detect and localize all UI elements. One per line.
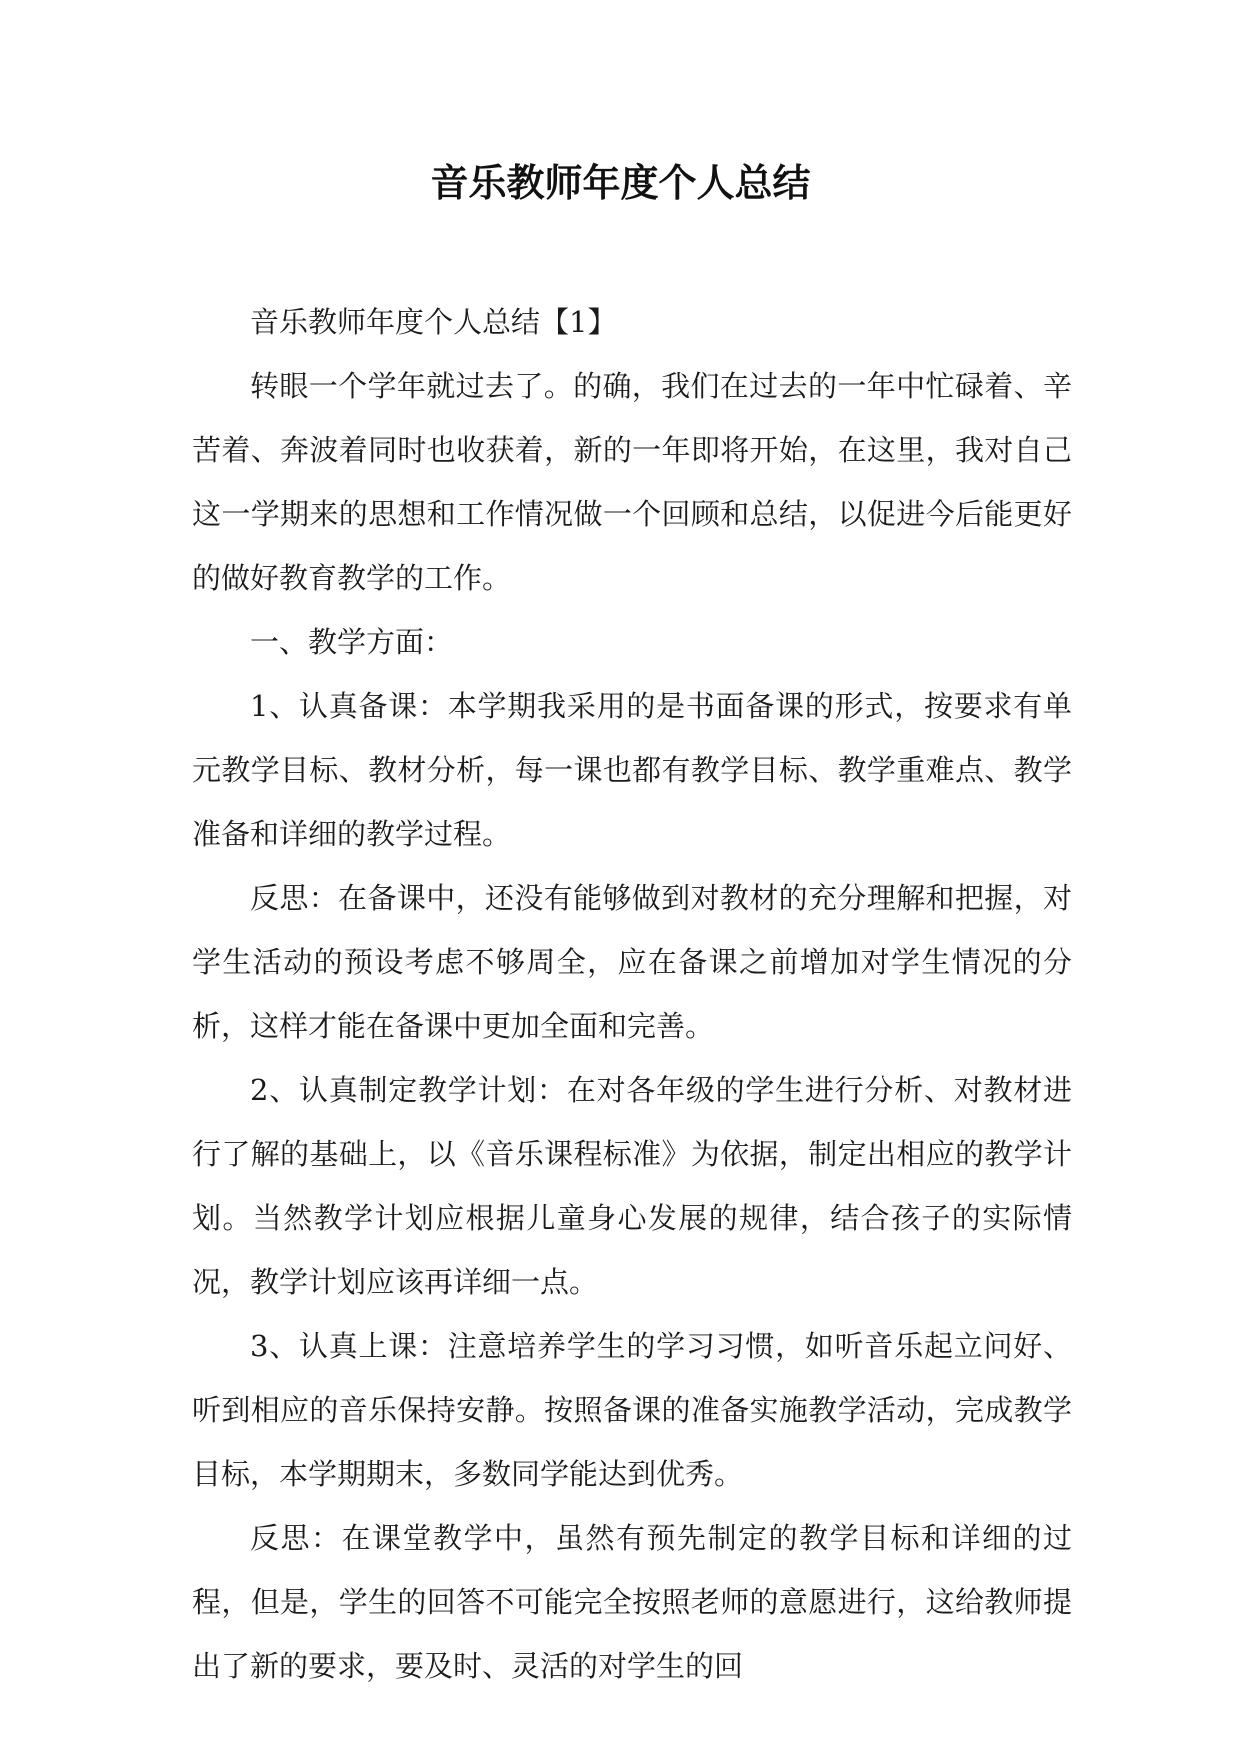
paragraph: 2、认真制定教学计划：在对各年级的学生进行分析、对教材进行了解的基础上，以《音乐课程标准》为依据，制定出相应的教学计划。当然教学计划应根据儿童身心发展的规律，结合孩子的实际情况，教学计划应该再详细一点。 [192, 1073, 1072, 1299]
paragraph: 反思：在备课中，还没有能够做到对教材的充分理解和把握，对学生活动的预设考虑不够周全，应在备课之前增加对学生情况的分析，这样才能在备课中更加全面和完善。 [192, 881, 1072, 1043]
paragraph: 反思：在课堂教学中，虽然有预先制定的教学目标和详细的过程，但是，学生的回答不可能完全按照老师的意愿进行，这给教师提出了新的要求，要及时、灵活的对学生的回 [192, 1521, 1072, 1683]
paragraph: 1、认真备课：本学期我采用的是书面备课的形式，按要求有单元教学目标、教材分析，每一课也都有教学目标、教学重难点、教学准备和详细的教学过程。 [192, 689, 1072, 851]
subsection-heading: 一、教学方面： [250, 625, 454, 659]
document-title: 音乐教师年度个人总结 [430, 161, 811, 205]
document-body [192, 290, 1072, 1698]
section-heading: 音乐教师年度个人总结【1】 [250, 305, 617, 339]
paragraph: 转眼一个学年就过去了。的确，我们在过去的一年中忙碌着、辛苦着、奔波着同时也收获着，新的一年即将开始，在这里，我对自己这一学期来的思想和工作情况做一个回顾和总结，以促进今后能更好的做好教育教学的工作。 [192, 369, 1072, 595]
paragraph: 3、认真上课：注意培养学生的学习习惯，如听音乐起立问好、听到相应的音乐保持安静。按照备课的准备实施教学活动，完成教学目标，本学期期末，多数同学能达到优秀。 [192, 1329, 1072, 1491]
